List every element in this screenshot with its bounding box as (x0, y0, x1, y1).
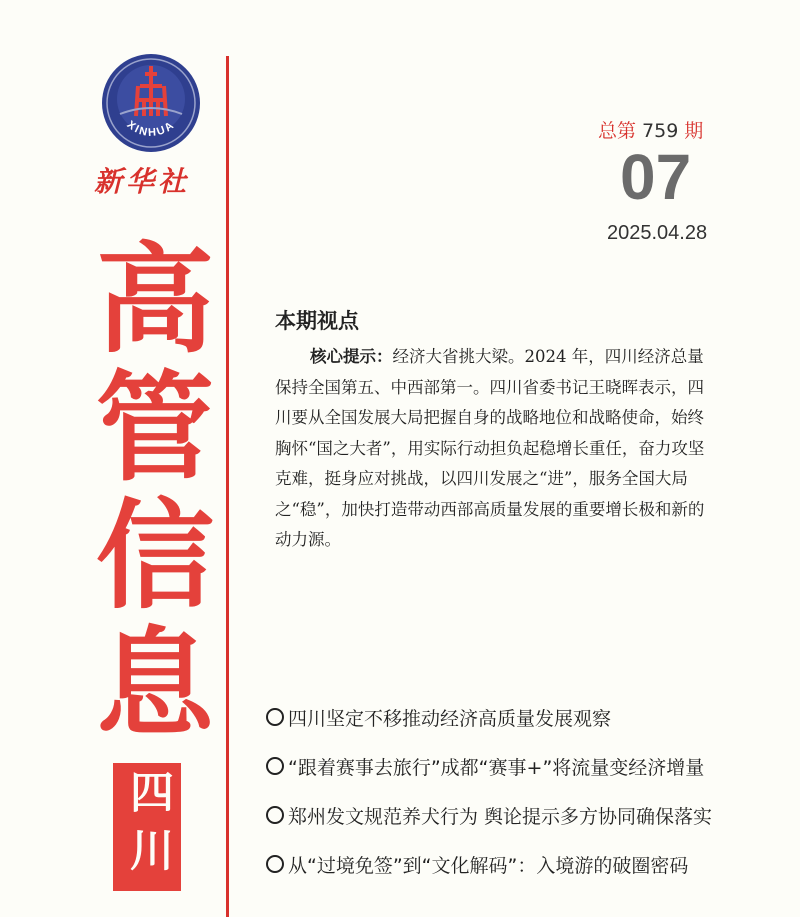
masthead-title (90, 231, 220, 753)
issue-number: 07 (620, 141, 692, 213)
logo-text: XINHUA (124, 118, 178, 140)
region-label: 四川 (122, 769, 173, 885)
masthead-char: 信 (95, 487, 214, 625)
headline-item[interactable] (266, 791, 796, 839)
headline-item[interactable] (266, 742, 796, 790)
headline-item[interactable] (266, 693, 796, 741)
xinhua-emblem-icon (100, 52, 202, 154)
vertical-rule (226, 56, 229, 917)
circle-bullet-icon (266, 757, 284, 775)
org-name: 新华社 (94, 165, 191, 198)
section-title: 本期视点 (275, 308, 359, 333)
headline-item[interactable] (266, 840, 796, 888)
circle-bullet-icon (266, 855, 284, 873)
region-badge (113, 763, 181, 891)
masthead-char: 管 (95, 359, 214, 497)
issue-total-label: 总第 (598, 120, 637, 142)
issue-date: 2025.04.28 (607, 222, 708, 244)
headline-text: 四川坚定不移推动经济高质量发展观察 (288, 707, 612, 730)
masthead-char: 高 (95, 231, 214, 369)
issue-total (598, 116, 703, 143)
masthead-char: 息 (95, 615, 214, 753)
issue-total-number: 759 (642, 120, 679, 142)
summary-body: 经济大省挑大梁。2024 年，四川经济总量保持全国第五、中西部第一。四川省委书记王晓晖表示，四川要从全国发展大局把握自身的战略地位和战略使命，始终胸怀“国之大者”，用实际行动担负起稳增长重任，奋力攻坚克难，挺身应对挑战，以四川发展之“进”，服务全国大局之“稳”，加快打造带动西部高质量发展的重要增长极和新的动力源。 (275, 347, 705, 549)
headline-text: 从“过境免签”到“文化解码”：入境游的破圈密码 (288, 854, 689, 877)
summary-lead: 核心提示： (310, 347, 393, 366)
circle-bullet-icon (266, 806, 284, 824)
headline-text: 郑州发文规范养犬行为 舆论提示多方协同确保落实 (288, 805, 713, 828)
issue-total-suffix: 期 (684, 120, 704, 142)
circle-bullet-icon (266, 708, 284, 726)
headline-list (266, 693, 796, 889)
headline-text: “跟着赛事去旅行”成都“赛事+”将流量变经济增量 (288, 756, 705, 779)
core-summary (275, 342, 715, 556)
